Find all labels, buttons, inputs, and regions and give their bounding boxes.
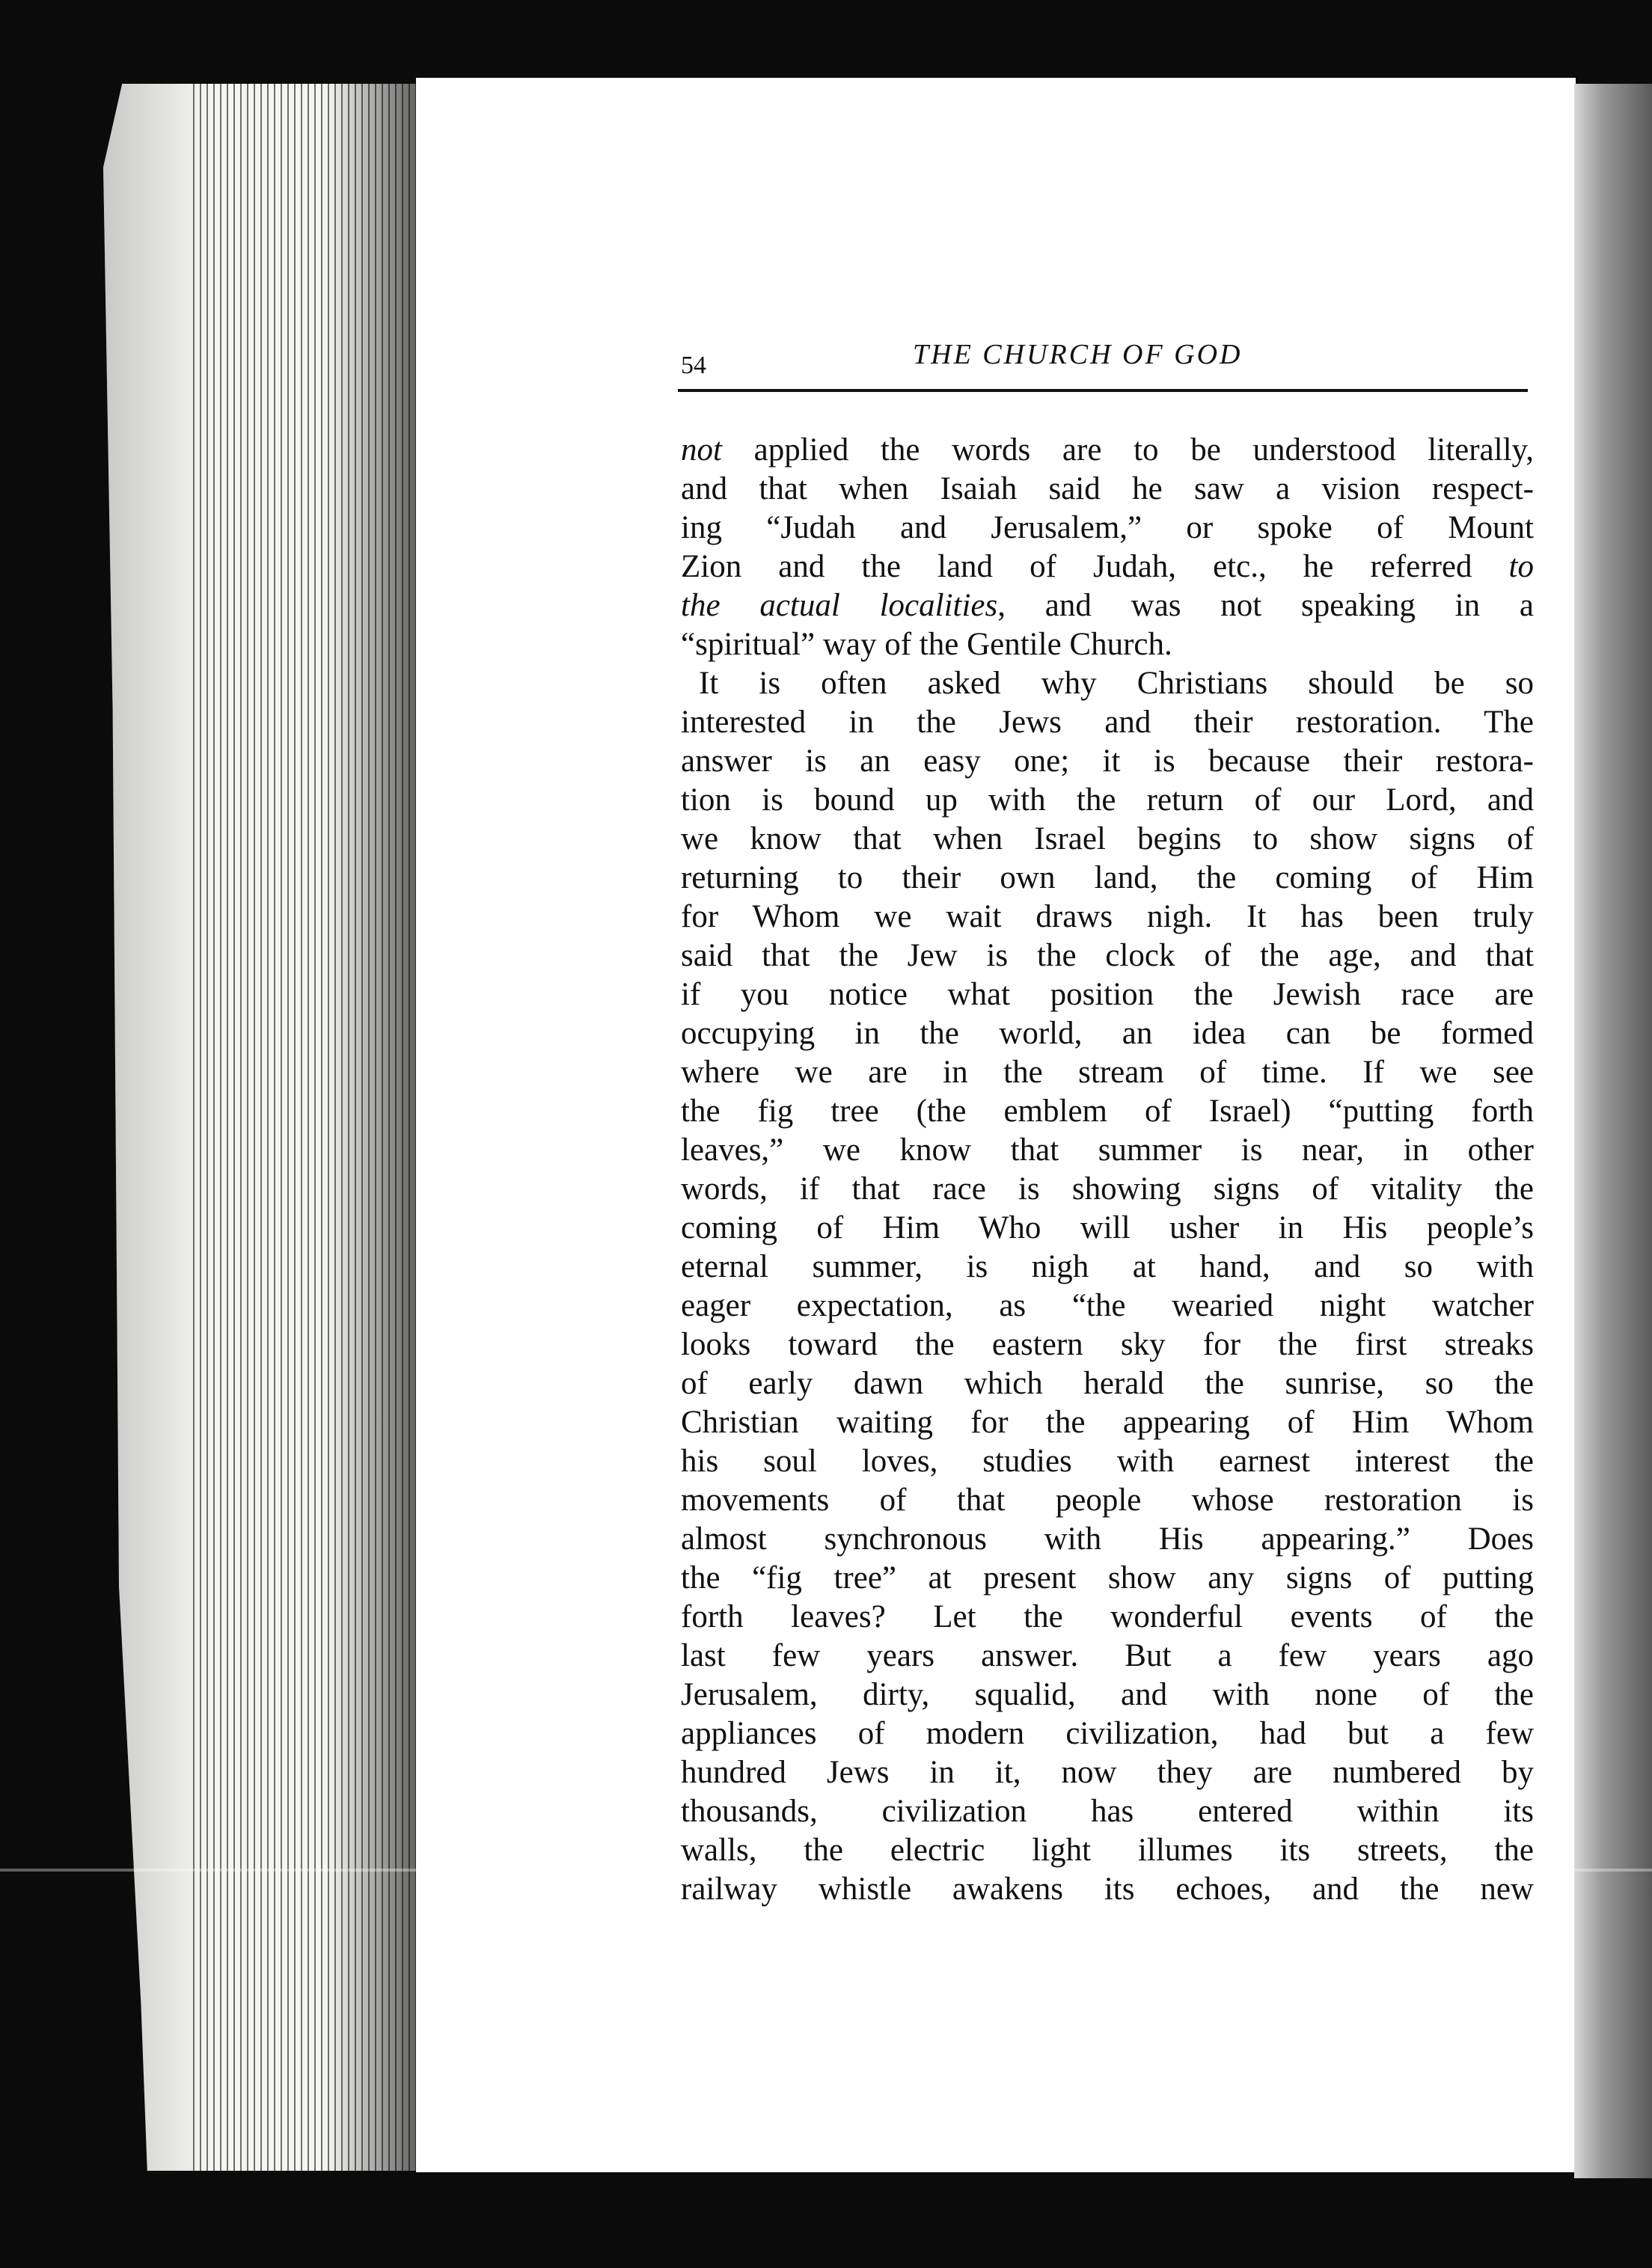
text-line-italic: not bbox=[681, 432, 722, 468]
text-line-roman: occupying in the world, an idea can be formed bbox=[681, 1016, 1534, 1051]
text-line-roman: coming of Him Who will usher in His people’s bbox=[681, 1210, 1534, 1245]
text-line-roman: appliances of modern civilization, had but a few bbox=[681, 1716, 1534, 1751]
text-line-roman: Christian waiting for the appearing of Him Whom bbox=[681, 1405, 1534, 1440]
text-line bbox=[681, 1248, 1534, 1287]
text-line bbox=[681, 586, 1534, 625]
text-line-roman: his soul loves, studies with earnest interest the bbox=[681, 1444, 1534, 1479]
text-line bbox=[681, 1520, 1534, 1559]
text-line-italic: the actual localities bbox=[681, 588, 998, 623]
text-line bbox=[681, 1092, 1534, 1131]
text-line bbox=[681, 1792, 1534, 1831]
text-line-roman: Zion and the land of Judah, etc., he referred bbox=[681, 549, 1509, 584]
body-text bbox=[681, 431, 1534, 1909]
text-line bbox=[681, 1014, 1534, 1053]
text-line bbox=[681, 1676, 1534, 1714]
text-line bbox=[681, 431, 1534, 470]
text-line-roman: movements of that people whose restoration is bbox=[681, 1483, 1534, 1518]
text-line bbox=[681, 703, 1534, 742]
text-line-roman: tion is bound up with the return of our Lord, and bbox=[681, 782, 1534, 818]
text-line-roman: “spiritual” way of the Gentile Church. bbox=[681, 627, 1172, 662]
text-line bbox=[681, 1831, 1534, 1870]
text-line-roman: walls, the electric light illumes its streets, the bbox=[681, 1833, 1534, 1868]
text-line bbox=[681, 1598, 1534, 1637]
text-line bbox=[681, 509, 1534, 548]
text-line-roman: thousands, civilization has entered within its bbox=[681, 1794, 1534, 1829]
text-line bbox=[681, 898, 1534, 937]
text-line bbox=[681, 664, 1534, 703]
text-line bbox=[681, 1481, 1534, 1520]
text-line bbox=[681, 1287, 1534, 1325]
text-line bbox=[681, 781, 1534, 820]
text-line bbox=[681, 1870, 1534, 1909]
text-line-roman: words, if that race is showing signs of vitality the bbox=[681, 1171, 1534, 1207]
text-line-roman: almost synchronous with His appearing.” Does bbox=[681, 1521, 1534, 1557]
text-line bbox=[681, 548, 1534, 586]
text-line-italic: to bbox=[1508, 549, 1534, 584]
text-line-roman: forth leaves? Let the wonderful events of the bbox=[681, 1599, 1534, 1634]
text-line bbox=[681, 1753, 1534, 1792]
text-line-roman: hundred Jews in it, now they are numbered by bbox=[681, 1755, 1534, 1790]
text-line bbox=[681, 1209, 1534, 1248]
text-line-roman: eager expectation, as “the wearied night watcher bbox=[681, 1288, 1534, 1323]
text-line-roman: said that the Jew is the clock of the age, and that bbox=[681, 938, 1534, 973]
text-line bbox=[681, 1637, 1534, 1676]
text-line bbox=[681, 820, 1534, 859]
text-line bbox=[681, 742, 1534, 781]
text-line-roman: It is often asked why Christians should be so bbox=[699, 666, 1534, 701]
text-line-roman-after: applied the words are to be understood literally, bbox=[721, 432, 1534, 468]
text-line bbox=[681, 1170, 1534, 1209]
text-line bbox=[681, 1325, 1534, 1364]
running-title: THE CHURCH OF GOD bbox=[913, 339, 1243, 370]
text-line bbox=[681, 1131, 1534, 1170]
text-line-roman: last few years answer. But a few years ago bbox=[681, 1638, 1534, 1673]
page-edge-texture bbox=[103, 84, 208, 2171]
text-line-roman: the “fig tree” at present show any signs of putting bbox=[681, 1560, 1534, 1596]
text-line bbox=[681, 859, 1534, 898]
text-line-roman: for Whom we wait draws nigh. It has been truly bbox=[681, 899, 1534, 934]
text-line bbox=[681, 975, 1534, 1014]
text-line bbox=[681, 1714, 1534, 1753]
text-line-roman-after: , and was not speaking in a bbox=[997, 588, 1534, 623]
text-line-roman: looks toward the eastern sky for the first streaks bbox=[681, 1327, 1534, 1362]
header-rule bbox=[678, 389, 1528, 392]
text-line-roman: interested in the Jews and their restoration. The bbox=[681, 705, 1534, 740]
text-line bbox=[681, 1403, 1534, 1442]
text-line-roman: eternal summer, is nigh at hand, and so with bbox=[681, 1249, 1534, 1284]
text-line-roman: leaves,” we know that summer is near, in other bbox=[681, 1133, 1534, 1168]
text-line bbox=[681, 937, 1534, 975]
text-line bbox=[681, 625, 1534, 664]
text-line-roman: Jerusalem, dirty, squalid, and with none of the bbox=[681, 1677, 1534, 1712]
book-page-edges bbox=[103, 84, 417, 2171]
text-line bbox=[681, 470, 1534, 509]
text-line-roman: if you notice what position the Jewish race are bbox=[681, 977, 1534, 1012]
right-page-shadow bbox=[1574, 84, 1652, 2178]
text-line-roman: and that when Isaiah said he saw a vision respect- bbox=[681, 471, 1534, 506]
page-number: 54 bbox=[681, 352, 706, 379]
text-line bbox=[681, 1559, 1534, 1598]
text-line-roman: ing “Judah and Jerusalem,” or spoke of Mount bbox=[681, 510, 1534, 545]
text-line bbox=[681, 1364, 1534, 1403]
text-line-roman: railway whistle awakens its echoes, and the new bbox=[681, 1872, 1534, 1907]
text-line-roman: where we are in the stream of time. If we see bbox=[681, 1055, 1534, 1090]
text-line-roman: answer is an easy one; it is because their restora- bbox=[681, 744, 1534, 779]
spine-shadow bbox=[328, 84, 417, 2171]
text-line bbox=[681, 1053, 1534, 1092]
page-header bbox=[681, 335, 1526, 387]
text-line bbox=[681, 1442, 1534, 1481]
text-line-roman: we know that when Israel begins to show signs of bbox=[681, 821, 1534, 856]
text-line-roman: returning to their own land, the coming of Him bbox=[681, 860, 1534, 895]
text-line-roman: of early dawn which herald the sunrise, so the bbox=[681, 1366, 1534, 1401]
text-line-roman: the fig tree (the emblem of Israel) “putting forth bbox=[681, 1094, 1534, 1129]
